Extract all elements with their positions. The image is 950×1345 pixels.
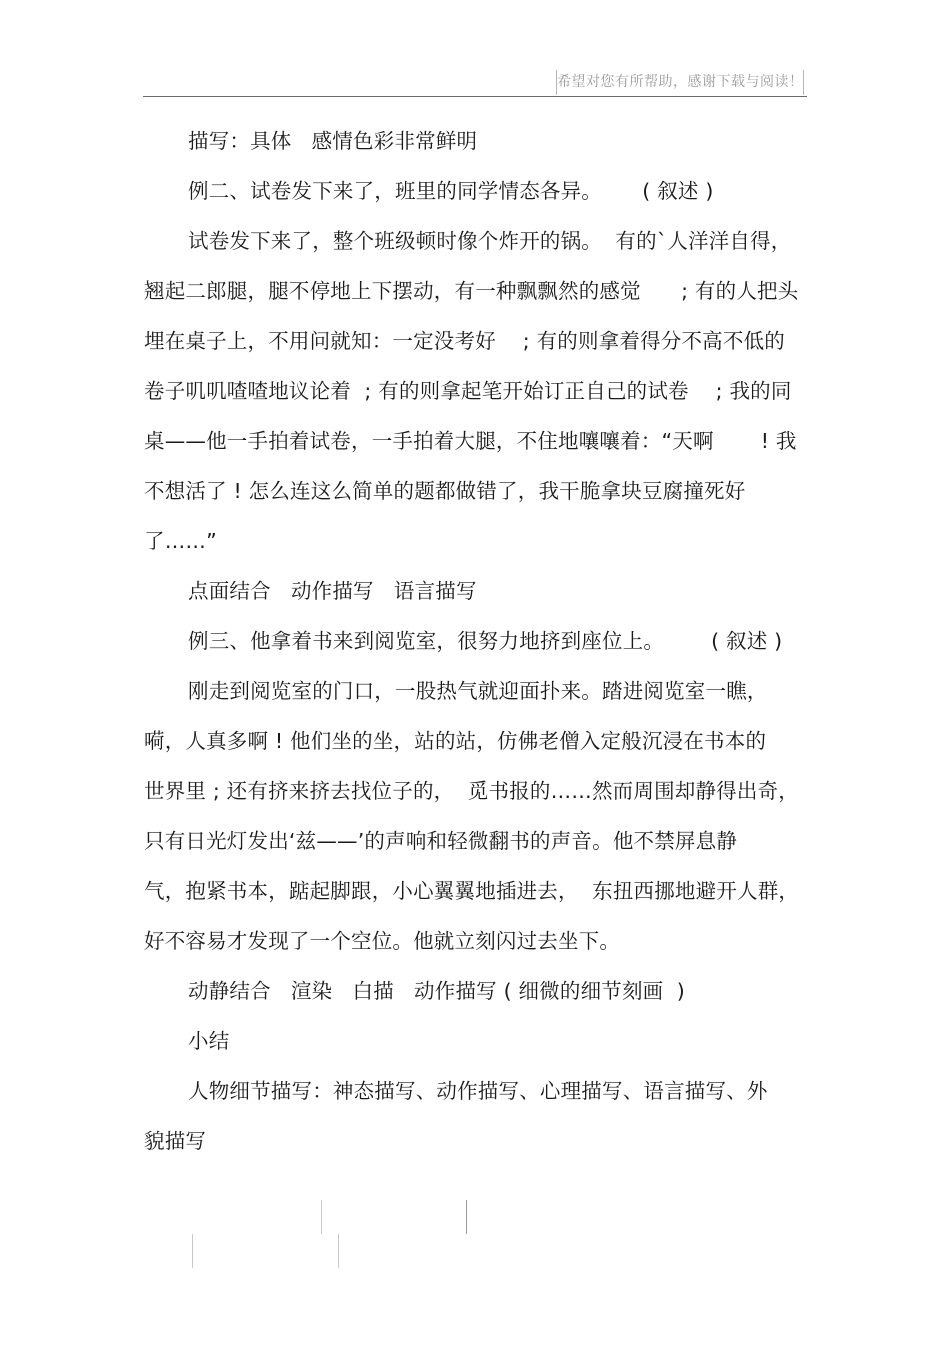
text-line: 例三、他拿着书来到阅览室，很努力地挤到座位上。 ( 叙述 ) <box>188 629 783 653</box>
text-line: 埋在桌子上，不用问就知：一定没考好 ; 有的则拿着得分不高不低的 <box>144 329 785 353</box>
text-line: 好不容易才发现了一个空位。他就立刻闪过去坐下。 <box>144 929 621 953</box>
text-line: 桌——他一手拍着试卷，一手拍着大腿，不住地嚷嚷着：“天啊 ! 我 <box>144 429 797 453</box>
text-line: 动静结合 渲染 白描 动作描写 ( 细微的细节刻画 ) <box>188 979 686 1003</box>
text-line: 貌描写 <box>144 1129 207 1153</box>
text-line: 卷子叽叽喳喳地议论着 ; 有的则拿起笔开始订正自己的试卷 ; 我的同 <box>144 379 792 403</box>
text-line: 人物细节描写：神态描写、动作描写、心理描写、语言描写、外 <box>188 1079 768 1103</box>
table-border-mark <box>192 1234 193 1268</box>
text-line: 例二、试卷发下来了，班里的同学情态各异。 ( 叙述 ) <box>188 179 714 203</box>
text-line: 试卷发下来了，整个班级顿时像个炸开的锅。 有的`人洋洋自得， <box>188 229 792 253</box>
table-border-mark <box>466 1200 467 1234</box>
header-note: 希望对您有所帮助，感谢下载与阅读！ <box>556 70 804 95</box>
document-body <box>144 116 808 1166</box>
text-line: 刚走到阅览室的门口，一股热气就迎面扑来。踏进阅览室一瞧， <box>188 679 768 703</box>
table-border-mark <box>321 1200 322 1234</box>
header-rule <box>143 96 807 97</box>
text-line: 只有日光灯发出‘兹——’的声响和轻微翻书的声音。他不禁屏息静 <box>144 829 738 853</box>
text-line: 描写：具体 感情色彩非常鲜明 <box>188 129 478 153</box>
text-line: 气，抱紧书本，踮起脚跟，小心翼翼地插进去， 东扭西挪地避开人群， <box>144 879 800 903</box>
text-line: 嗬，人真多啊 ! 他们坐的坐，站的站，仿佛老僧入定般沉浸在书本的 <box>144 729 767 753</box>
text-line: 点面结合 动作描写 语言描写 <box>188 579 477 603</box>
table-border-mark <box>338 1234 339 1268</box>
text-line: 小结 <box>188 1029 230 1053</box>
text-line: 世界里 ; 还有挤来挤去找位子的， 觅书报的……然而周围却静得出奇， <box>144 779 799 803</box>
text-line: 翘起二郎腿，腿不停地上下摆动，有一种飘飘然的感觉 ; 有的人把头 <box>144 279 799 303</box>
text-line: 不想活了 ! 怎么连这么简单的题都做错了，我干脆拿块豆腐撞死好 <box>144 479 746 503</box>
text-line: 了……” <box>144 529 217 553</box>
